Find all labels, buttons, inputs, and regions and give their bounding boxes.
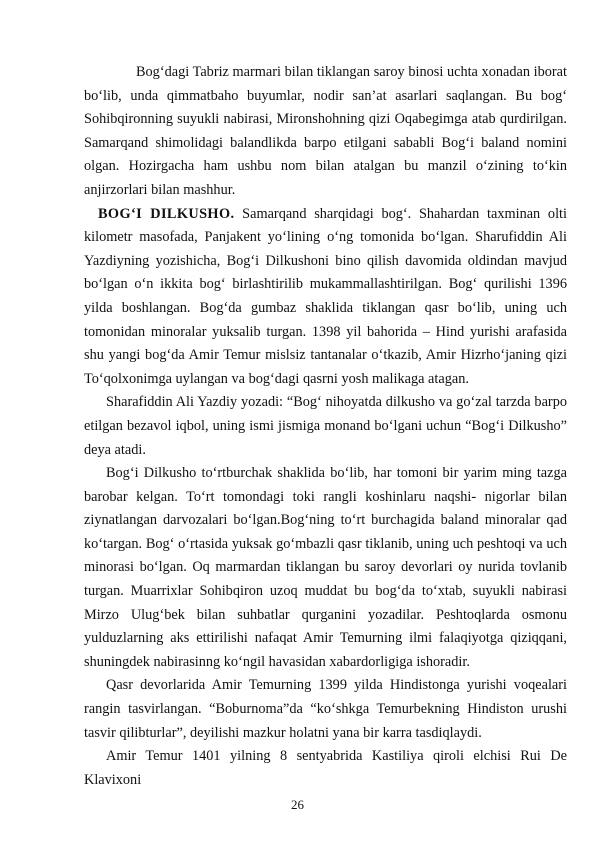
paragraph-dilkusho-description: Bog‘i Dilkusho to‘rtburchak shaklida bo‘lib, har tomoni bir yarim ming tazga barobar kelgan. To‘rt tomondagi toki rangli koshinlaru naqshi- nigorlar bilan ziynatlangan darvozalari bo‘lgan.Bog‘ning to‘rt burchagida baland minoralar qad ko‘targan. Bog‘ o‘rtasida yuksak go‘mbazli qasr tiklanib, uning uch peshtoqi va uch minorasi bo‘lgan. Oq marmardan tiklangan bu saroy devorlari oy nurida tovlanib turgan. Muarrixlar Sohibqiron uzoq muddat bu bog‘da to‘xtab, suyukli nabirasi Mirzo Ulug‘bek bilan suhbatlar qurganini yozadilar. Peshtoqlarda osmonu yulduzlarning aks ettirilishi nafaqat Amir Temurning ilmi falaqiyotga qiziqqani, shuningdek nabirasinng ko‘ngil havasidan xabardorligiga ishoradir. [84, 465, 567, 670]
paragraph-klavixo: Amir Temur 1401 yilning 8 sentyabrida Kastiliya qiroli elchisi Rui De Klavixoni [84, 748, 567, 788]
paragraph-qasr-devorlari: Qasr devorlarida Amir Temurning 1399 yilda Hindistonga yurishi voqealari rangin tasvirlangan. “Boburnoma”da “ko‘shkga Temurbekning Hindiston urushi tasvir qilibturlar”, deyilishi mazkur holatni yana bir karra tasdiqlaydi. [84, 677, 567, 741]
paragraph-yazdiy-quote: Sharafiddin Ali Yazdiy yozadi: “Bog‘ nihoyatda dilkusho va go‘zal tarzda barpo etilgan bezavol iqbol, uning ismi jismiga monand bo‘lgani uchun “Bog‘i Dilkusho” deya atadi. [84, 394, 567, 458]
document-body [84, 61, 567, 792]
paragraph-bogi-dilkusho [84, 203, 567, 392]
paragraph-bogi-baland: Bog‘dagi Tabriz marmari bilan tiklangan saroy binosi uchta xonadan iborat bo‘lib, unda qimmatbaho buyumlar, nodir san’at asarlari saqlangan. Bu bog‘ Sohibqironning suyukli nabirasi, Mironshohning qizi Oqabegimga atab qurdirilgan. Samarqand shimolidagi balandlikda barpo etilgani sababli Bog‘i baland nomini olgan. Hozirgacha ham ushbu nom bilan atalgan bu manzil o‘zining to‘kin anjirzorlari bilan mashhur. [84, 64, 567, 198]
page-number: 26 [291, 797, 304, 812]
section-body-bogi-dilkusho: Samarqand sharqidagi bog‘. Shahardan taxminan olti kilometr masofada, Panjakent yo‘lining o‘ng tomonida bo‘lgan. Sharufiddin Ali Yazdiyning yozishicha, Bog‘i Dilkushoni bino qilish davomida oldindan mavjud bo‘lgan o‘n ikkita bog‘ birlashtirilib mukammallashtirilgan. Bog‘ qurilishi 1396 yilda boshlangan. Bog‘da gumbaz shaklida tiklangan qasr bo‘lib, uning uch tomonidan minoralar yuksalib turgan. 1398 yil bahorida – Hind yurishi arafasida shu yangi bog‘da Amir Temur mislsiz tantanalar o‘tkazib, Amir Hizrho‘janing qizi To‘qolxonimga uylangan va bog‘dagi qasrni yosh malikaga atagan. [84, 205, 567, 387]
section-heading-bogi-dilkusho: BOG‘I DILKUSHO. [98, 205, 235, 222]
